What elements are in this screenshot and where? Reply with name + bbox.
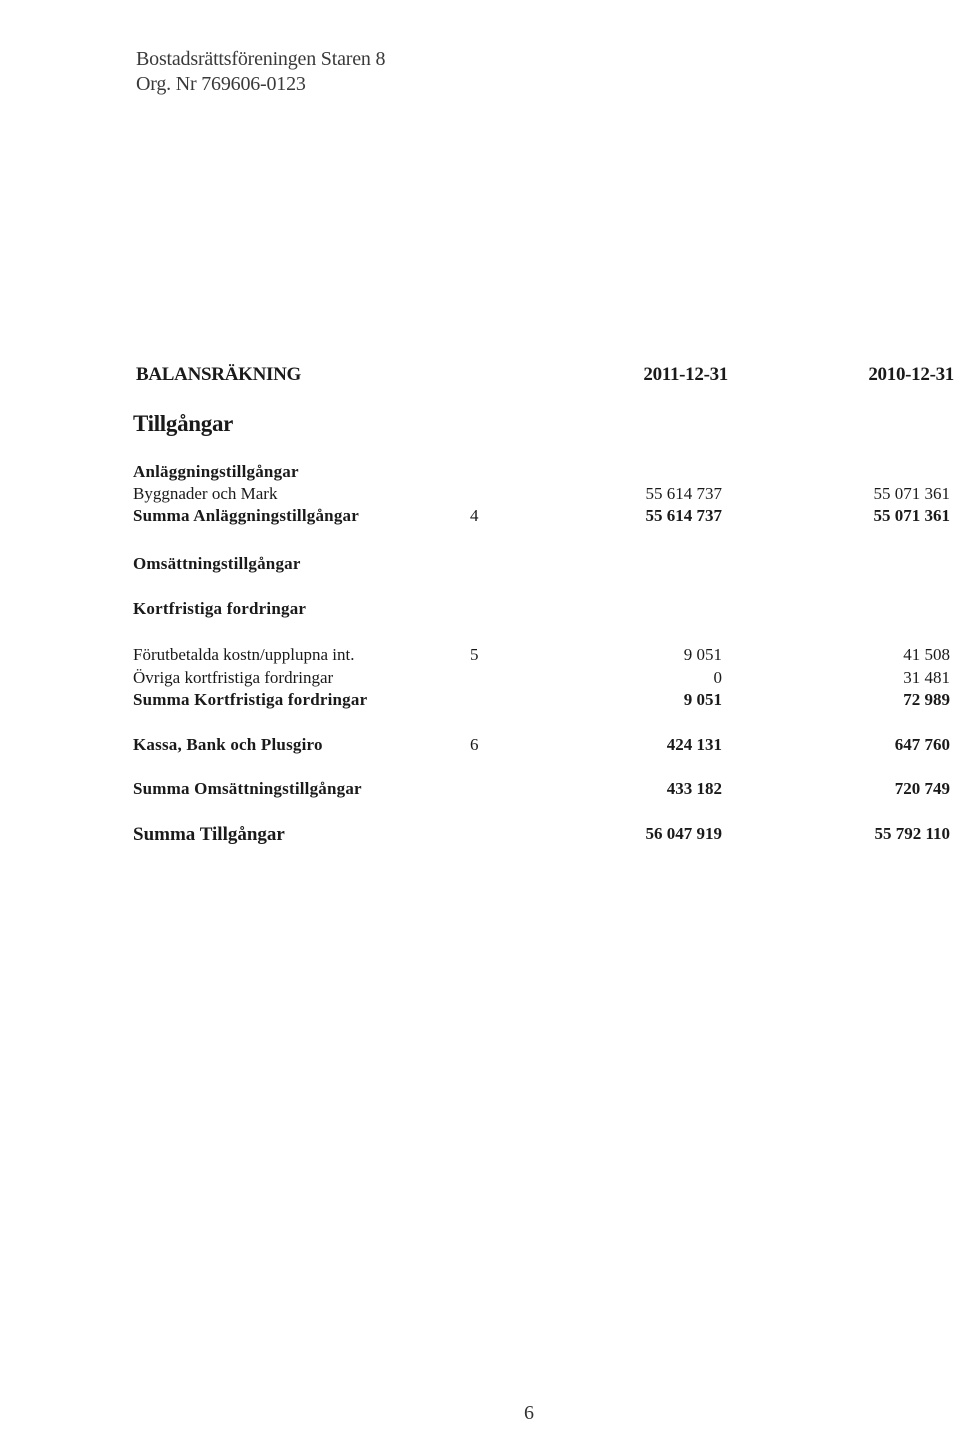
row-total-fixed-assets (0, 506, 960, 528)
heading-fixed-assets-label: Anläggningstillgångar (133, 462, 299, 481)
page-number: 6 (524, 1402, 534, 1424)
row-total-short-term-receivables-2010: 72 989 (903, 690, 950, 709)
row-total-assets-2011: 56 047 919 (645, 824, 722, 843)
row-total-current-assets-2011: 433 182 (666, 779, 722, 798)
balance-sheet-title: BALANSRÄKNING (136, 364, 302, 385)
row-total-fixed-assets-note: 4 (470, 506, 479, 525)
row-prepaid-expenses-note: 5 (470, 645, 479, 664)
organization-name: Bostadsrättsföreningen Staren 8 (136, 48, 386, 70)
row-buildings-land (0, 484, 960, 506)
row-other-receivables-2010: 31 481 (903, 668, 950, 687)
column-header-2010: 2010-12-31 (868, 364, 954, 385)
heading-short-term-receivables-label: Kortfristiga fordringar (133, 599, 307, 618)
row-total-fixed-assets-2011: 55 614 737 (645, 506, 722, 525)
row-cash-bank-label: Kassa, Bank och Plusgiro (133, 735, 323, 754)
row-total-short-term-receivables-2011: 9 051 (683, 690, 722, 709)
heading-current-assets (0, 554, 960, 576)
column-header-2011: 2011-12-31 (643, 364, 728, 385)
row-cash-bank-2011: 424 131 (666, 735, 722, 754)
row-other-receivables-label: Övriga kortfristiga fordringar (133, 668, 334, 687)
heading-short-term-receivables (0, 599, 960, 621)
row-other-receivables-2011: 0 (713, 668, 722, 687)
row-prepaid-expenses-label: Förutbetalda kostn/upplupna int. (133, 645, 355, 664)
row-other-receivables (0, 668, 960, 690)
row-cash-bank (0, 735, 960, 757)
row-prepaid-expenses-2011: 9 051 (683, 645, 722, 664)
row-total-assets-label: Summa Tillgångar (133, 824, 285, 845)
row-cash-bank-note: 6 (470, 735, 479, 754)
organization-number: Org. Nr 769606-0123 (136, 73, 306, 95)
row-total-current-assets (0, 779, 960, 801)
row-total-fixed-assets-2010: 55 071 361 (873, 506, 950, 525)
row-total-current-assets-2010: 720 749 (894, 779, 950, 798)
row-total-current-assets-label: Summa Omsättningstillgångar (133, 779, 362, 798)
row-total-assets-2010: 55 792 110 (874, 824, 950, 843)
row-cash-bank-2010: 647 760 (894, 735, 950, 754)
heading-current-assets-label: Omsättningstillgångar (133, 554, 301, 573)
heading-fixed-assets (0, 462, 960, 484)
row-total-short-term-receivables (0, 690, 960, 712)
section-title-assets: Tillgångar (133, 411, 234, 436)
row-prepaid-expenses-2010: 41 508 (903, 645, 950, 664)
row-buildings-land-2010: 55 071 361 (873, 484, 950, 503)
row-prepaid-expenses (0, 645, 960, 667)
row-buildings-land-2011: 55 614 737 (645, 484, 722, 503)
row-total-short-term-receivables-label: Summa Kortfristiga fordringar (133, 690, 368, 709)
row-buildings-land-label: Byggnader och Mark (133, 484, 278, 503)
row-total-assets (0, 824, 960, 846)
row-total-fixed-assets-label: Summa Anläggningstillgångar (133, 506, 359, 525)
